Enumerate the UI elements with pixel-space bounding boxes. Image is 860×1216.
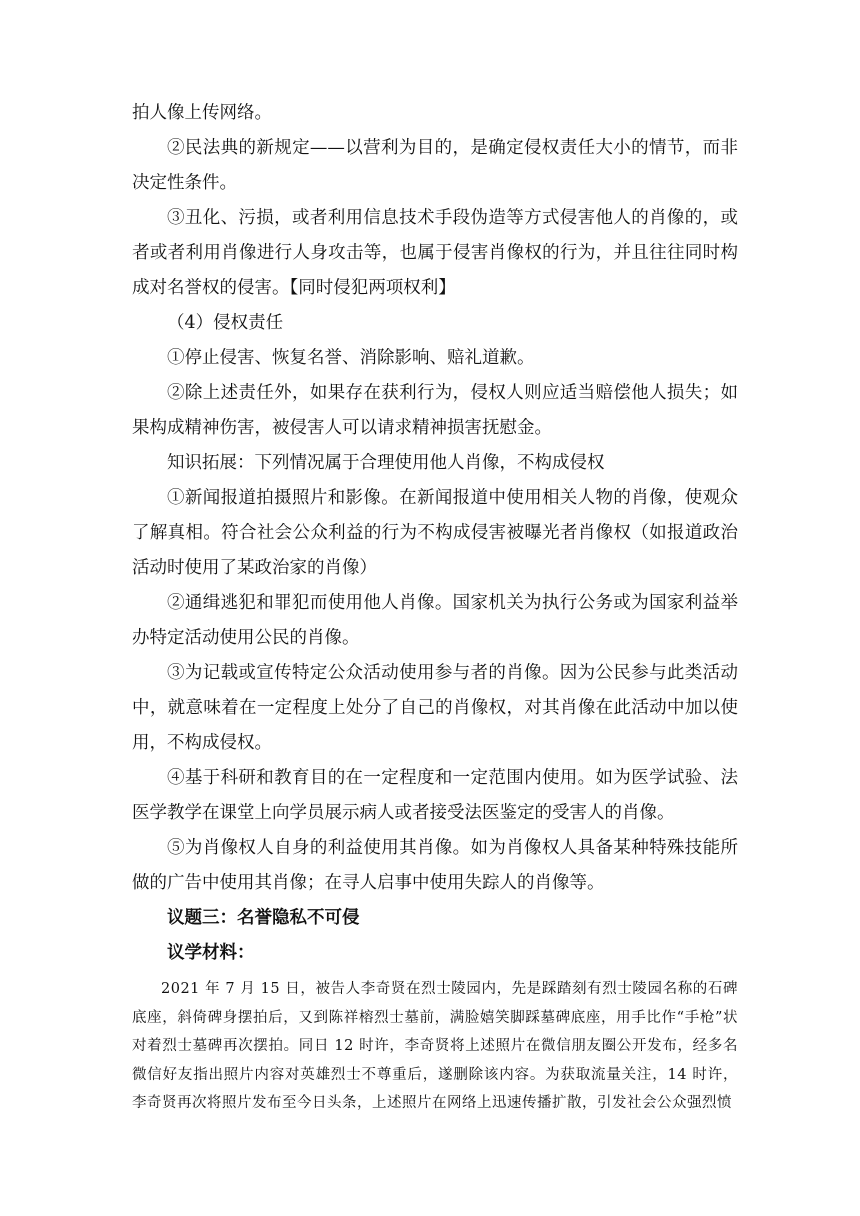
- paragraph-liability-1: ①停止侵害、恢复名誉、消除影响、赔礼道歉。: [167, 348, 535, 368]
- paragraph-fair-use-4: ④基于科研和教育目的在一定程度和一定范围内使用。如为医学试验、法医学教学在课堂上向学员展示病人或者接受法医鉴定的受害人的肖像。: [132, 768, 738, 823]
- subheading-liability: （4）侵权责任: [167, 313, 284, 333]
- paragraph-liability-2: ②除上述责任外，如果存在获利行为，侵权人则应适当赔偿他人损失；如果构成精神伤害，被侵害人可以请求精神损害抚慰金。: [132, 383, 738, 438]
- paragraph-civil-code-rule: ②民法典的新规定——以营利为目的，是确定侵权责任大小的情节，而非决定性条件。: [132, 138, 738, 193]
- topic-heading: 议题三：名誉隐私不可侵: [167, 908, 360, 928]
- material-heading: 议学材料：: [167, 943, 255, 963]
- paragraph-fair-use-1: ①新闻报道拍摄照片和影像。在新闻报道中使用相关人物的肖像，使观众了解真相。符合社会公众利益的行为不构成侵害被曝光者肖像权（如报道政治活动时使用了某政治家的肖像）: [132, 488, 738, 578]
- paragraph-fair-use-2: ②通缉逃犯和罪犯而使用他人肖像。国家机关为执行公务或为国家利益举办特定活动使用公民的肖像。: [132, 593, 738, 648]
- document-body: [132, 96, 738, 1118]
- paragraph-fair-use-5: ⑤为肖像权人自身的利益使用其肖像。如为肖像权人具备某种特殊技能所做的广告中使用其肖像；在寻人启事中使用失踪人的肖像等。: [132, 838, 738, 893]
- paragraph-defamation-portrait: ③丑化、污损，或者利用信息技术手段伪造等方式侵害他人的肖像的，或者或者利用肖像进行人身攻击等，也属于侵害肖像权的行为，并且往往同时构成对名誉权的侵害。【同时侵犯两项权利】: [132, 208, 738, 298]
- paragraph-knowledge-extension: 知识拓展：下列情况属于合理使用他人肖像，不构成侵权: [167, 453, 605, 473]
- paragraph-continuation: 拍人像上传网络。: [132, 103, 272, 123]
- material-text: 2021 年 7 月 15 日，被告人李奇贤在烈士陵园内，先是踩踏刻有烈士陵园名称的石碑底座，斜倚碑身摆拍后，又到陈祥榕烈士墓前，满脸嬉笑脚踩墓碑底座，用手比作“手枪”状对着烈士墓碑再次摆拍。同日 12 时许，李奇贤将上述照片在微信朋友圈公开发布，经多名微信好友指出照片内容对英雄烈士不尊重后，遂删除该内容。为获取流量关注，14 时许，李奇贤再次将照片发布至今日头条，上述照片在网络上迅速传播扩散，引发社会公众强烈愤: [132, 981, 738, 1111]
- paragraph-fair-use-3: ③为记载或宣传特定公众活动使用参与者的肖像。因为公民参与此类活动中，就意味着在一定程度上处分了自己的肖像权，对其肖像在此活动中加以使用，不构成侵权。: [132, 663, 738, 753]
